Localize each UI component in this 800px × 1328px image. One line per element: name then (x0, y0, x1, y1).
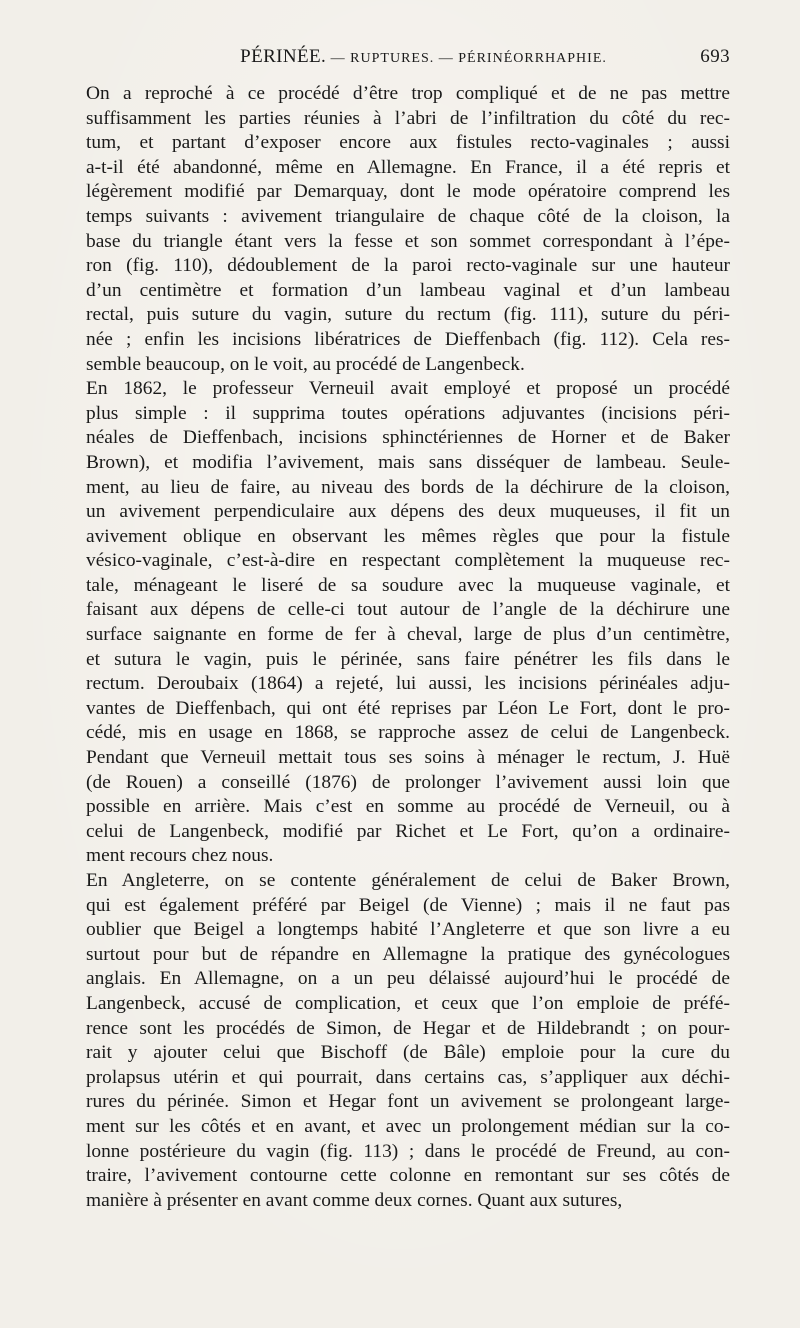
text-line: rectal, puis suture du vagin, suture du rectum (fig. 111), suture du péri- (86, 304, 730, 326)
text-line: Brown), et modifia l’avivement, mais sans disséquer de lambeau. Seule- (86, 451, 730, 473)
running-title-sep-1: — (326, 51, 351, 66)
text-line: un avivement perpendiculaire aux dépens des deux muqueuses, il fit un (86, 501, 730, 523)
text-line: vantes de Dieffenbach, qui ont été reprises par Léon Le Fort, dont le pro- (86, 697, 730, 719)
text-line: ment sur les côtés et en avant, et avec un prolongement médian sur la co- (86, 1115, 730, 1137)
text-line: Pendant que Verneuil mettait tous ses soins à ménager le rectum, J. Huë (86, 747, 730, 769)
text-line: oublier que Beigel a longtemps habité l’Angleterre et que son livre a eu (86, 919, 730, 941)
text-line: rait y ajouter celui que Bischoff (de Bâle) emploie pour la cure du (86, 1042, 730, 1064)
text-line: semble beaucoup, on le voit, au procédé de Langenbeck. (86, 353, 525, 375)
text-line: manière à présenter en avant comme deux cornes. Quant aux sutures, (86, 1189, 623, 1211)
text-line: En Angleterre, on se contente généralement de celui de Baker Brown, (86, 870, 730, 891)
paragraph (62, 82, 730, 377)
text-line: En 1862, le professeur Verneuil avait employé et proposé un procédé (86, 378, 730, 400)
text-line: plus simple : il supprima toutes opérations adjuvantes (incisions péri- (86, 402, 730, 424)
text-line: faisant aux dépens de celle-ci tout autour de l’angle de la déchirure une (86, 599, 730, 621)
running-title-part-2: RUPTURES. (350, 51, 435, 66)
body-text (62, 82, 730, 1213)
text-line: possible en arrière. Mais c’est en somme au procédé de Verneuil, ou à (86, 796, 730, 818)
text-line: cédé, mis en usage en 1868, se rapproche assez de celui de Langenbeck. (86, 722, 730, 744)
text-line: surtout pour but de répandre en Allemagne la pratique des gynécologues (86, 943, 730, 965)
text-line: On a reproché à ce procédé d’être trop compliqué et de ne pas mettre (86, 83, 730, 104)
text-line: née ; enfin les incisions libératrices de Dieffenbach (fig. 112). Cela res- (86, 328, 730, 350)
text-line: surface saignante en forme de fer à cheval, large de plus d’un centimètre, (86, 624, 730, 646)
paragraph (62, 869, 730, 1213)
text-line: tum, et partant d’exposer encore aux fistules recto-vaginales ; aussi (86, 132, 730, 154)
text-line: qui est également préféré par Beigel (de Vienne) ; mais il ne faut pas (86, 894, 730, 916)
text-line: base du triangle étant vers la fesse et son sommet correspondant à l’épe- (86, 230, 730, 252)
text-line: Langenbeck, accusé de complication, et ceux que l’on emploie de préfé- (86, 992, 730, 1014)
text-line: légèrement modifié par Demarquay, dont le mode opératoire comprend les (86, 181, 730, 203)
running-title-sep-2: — (434, 51, 459, 66)
text-line: rectum. Deroubaix (1864) a rejeté, lui aussi, les incisions périnéales adju- (86, 673, 730, 695)
text-line: prolapsus utérin et qui pourrait, dans certains cas, s’appliquer aux déchi- (86, 1066, 730, 1088)
text-line: (de Rouen) a conseillé (1876) de prolonger l’avivement aussi loin que (86, 771, 730, 793)
text-line: ron (fig. 110), dédoublement de la paroi recto-vaginale sur une hauteur (86, 255, 730, 277)
text-line: ment recours chez nous. (86, 845, 274, 867)
text-line: avivement oblique en observant les mêmes règles que pour la fistule (86, 525, 730, 547)
text-line: d’un centimètre et formation d’un lambeau vaginal et d’un lambeau (86, 279, 730, 301)
text-line: lonne postérieure du vagin (fig. 113) ; dans le procédé de Freund, au con- (86, 1140, 730, 1162)
running-head (62, 46, 730, 82)
text-line: traire, l’avivement contourne cette colonne en remontant sur ses côtés de (86, 1165, 730, 1187)
text-line: rures du périnée. Simon et Hegar font un avivement se prolongeant large- (86, 1091, 730, 1113)
running-title (240, 46, 607, 68)
text-line: a-t-il été abandonné, même en Allemagne. En France, il a été repris et (86, 156, 730, 178)
text-line: vésico-vaginale, c’est-à-dire en respectant complètement la muqueuse rec- (86, 550, 730, 572)
paragraph (62, 377, 730, 869)
running-title-main: PÉRINÉE. (240, 46, 327, 67)
text-line: tale, ménageant le liseré de sa soudure avec la muqueuse vaginale, et (86, 574, 730, 596)
text-line: temps suivants : avivement triangulaire de chaque côté de la cloison, la (86, 205, 730, 227)
text-line: néales de Dieffenbach, incisions sphinctériennes de Horner et de Baker (86, 427, 730, 449)
text-line: celui de Langenbeck, modifié par Richet et Le Fort, qu’on a ordinaire- (86, 820, 730, 842)
text-line: rence sont les procédés de Simon, de Hegar et de Hildebrandt ; on pour- (86, 1017, 730, 1039)
running-title-part-3: PÉRINÉORRHAPHIE. (458, 51, 607, 66)
text-line: et sutura le vagin, puis le périnée, sans faire pénétrer les fils dans le (86, 648, 730, 670)
text-line: ment, au lieu de faire, au niveau des bords de la déchirure de la cloison, (86, 476, 730, 498)
text-line: anglais. En Allemagne, on a un peu délaissé aujourd’hui le procédé de (86, 968, 730, 990)
page-number: 693 (700, 46, 730, 67)
text-line: suffisamment les parties réunies à l’abri de l’infiltration du côté du rec- (86, 107, 730, 129)
